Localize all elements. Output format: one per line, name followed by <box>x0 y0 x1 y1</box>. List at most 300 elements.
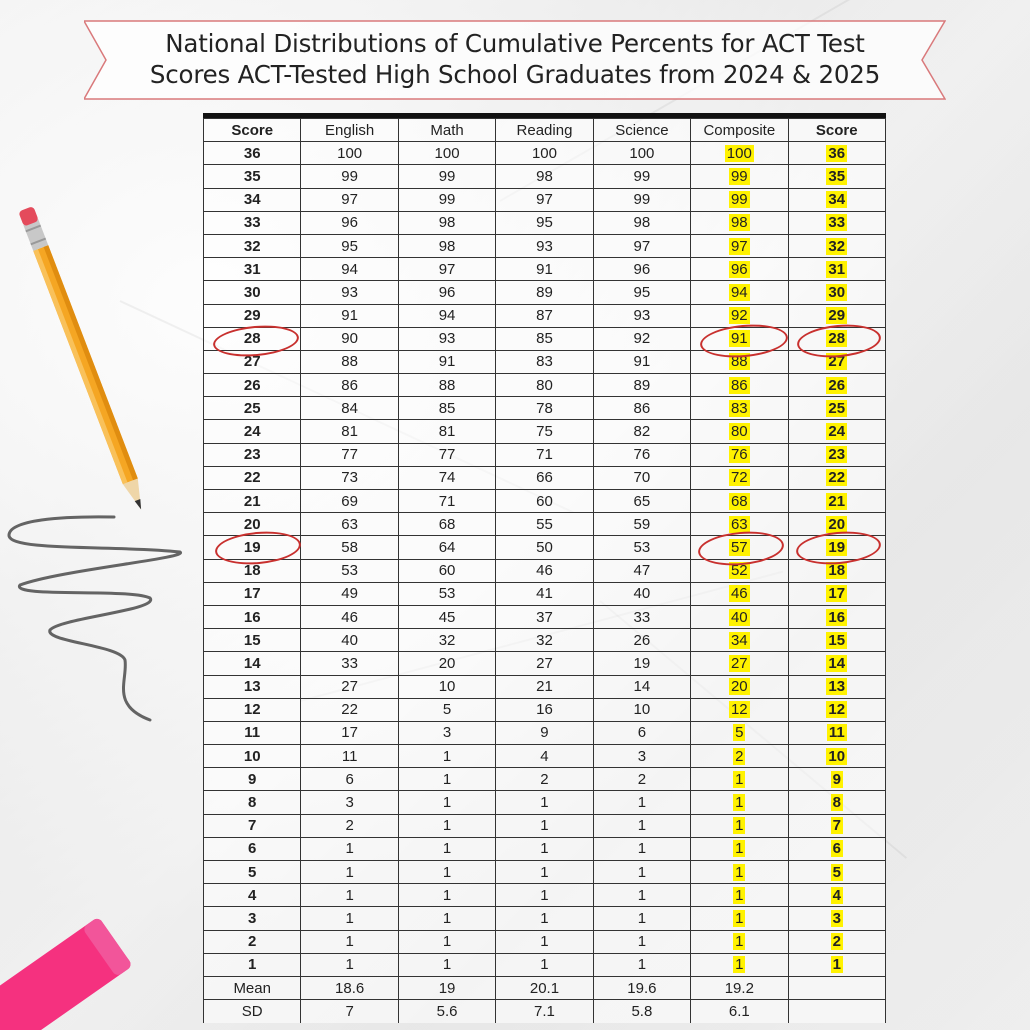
sd-science-cell: 5.8 <box>593 1000 690 1023</box>
science-cell: 92 <box>593 327 690 350</box>
scribble-line <box>9 517 181 720</box>
column-header-reading: Reading <box>496 119 593 142</box>
composite-highlighted-value: 34 <box>730 631 748 649</box>
math-cell: 1 <box>398 861 495 884</box>
score-right-highlighted-value: 33 <box>828 214 846 232</box>
math-cell: 97 <box>398 258 495 281</box>
score-right-cell <box>788 188 885 211</box>
math-cell: 10 <box>398 675 495 698</box>
english-cell: 3 <box>301 791 398 814</box>
score-cell: 20 <box>204 513 301 536</box>
table-row <box>204 281 886 304</box>
reading-cell: 55 <box>496 513 593 536</box>
english-cell: 96 <box>301 211 398 234</box>
score-right-cell <box>788 582 885 605</box>
composite-highlighted-value: 1 <box>735 863 744 881</box>
page-title <box>84 28 946 90</box>
score-right-cell <box>788 837 885 860</box>
mean-english-cell: 18.6 <box>301 976 398 999</box>
english-cell: 84 <box>301 397 398 420</box>
composite-highlighted-value: 97 <box>730 237 748 255</box>
score-cell: 18 <box>204 559 301 582</box>
table-row <box>204 884 886 907</box>
composite-cell <box>691 953 788 976</box>
english-cell: 11 <box>301 745 398 768</box>
composite-highlighted-value: 57 <box>730 538 748 556</box>
composite-highlighted-value: 98 <box>730 214 748 232</box>
reading-cell: 32 <box>496 629 593 652</box>
mean-empty-cell <box>788 976 885 999</box>
mean-row <box>204 976 886 999</box>
column-header-english: English <box>301 119 398 142</box>
score-right-cell <box>788 814 885 837</box>
score-right-highlighted-value: 2 <box>832 933 841 951</box>
math-cell: 100 <box>398 142 495 165</box>
score-cell: 35 <box>204 165 301 188</box>
english-cell: 2 <box>301 814 398 837</box>
composite-cell <box>691 698 788 721</box>
score-cell: 26 <box>204 374 301 397</box>
math-cell: 91 <box>398 350 495 373</box>
table-row <box>204 953 886 976</box>
score-cell: 27 <box>204 350 301 373</box>
score-cell: 32 <box>204 234 301 257</box>
composite-cell <box>691 721 788 744</box>
english-cell: 100 <box>301 142 398 165</box>
score-right-highlighted-value: 5 <box>832 863 841 881</box>
science-cell: 1 <box>593 791 690 814</box>
composite-highlighted-value: 1 <box>735 794 744 812</box>
column-header-science: Science <box>593 119 690 142</box>
score-right-highlighted-value: 7 <box>832 817 841 835</box>
score-cell: 7 <box>204 814 301 837</box>
english-cell: 99 <box>301 165 398 188</box>
score-right-cell <box>788 745 885 768</box>
reading-cell: 75 <box>496 420 593 443</box>
score-right-highlighted-value: 35 <box>828 167 846 185</box>
english-cell: 63 <box>301 513 398 536</box>
science-cell: 95 <box>593 281 690 304</box>
score-right-highlighted-value: 32 <box>828 237 846 255</box>
composite-cell <box>691 629 788 652</box>
score-cell: 23 <box>204 443 301 466</box>
score-cell: 4 <box>204 884 301 907</box>
table-row <box>204 582 886 605</box>
score-right-highlighted-value: 17 <box>828 585 846 603</box>
title-line-1: National Distributions of Cumulative Percents for ACT Test <box>165 29 865 58</box>
composite-highlighted-value: 1 <box>735 770 744 788</box>
table-row <box>204 258 886 281</box>
title-banner <box>84 20 946 100</box>
table-row <box>204 861 886 884</box>
table-row <box>204 443 886 466</box>
score-right-cell <box>788 698 885 721</box>
composite-cell <box>691 165 788 188</box>
english-cell: 94 <box>301 258 398 281</box>
composite-cell <box>691 605 788 628</box>
score-right-highlighted-value: 22 <box>828 469 846 487</box>
score-right-cell <box>788 374 885 397</box>
science-cell: 91 <box>593 350 690 373</box>
score-cell: 11 <box>204 721 301 744</box>
score-right-highlighted-value: 12 <box>828 701 846 719</box>
composite-highlighted-value: 91 <box>730 330 748 348</box>
table-row <box>204 559 886 582</box>
composite-highlighted-value: 52 <box>730 562 748 580</box>
score-right-highlighted-value: 26 <box>828 376 846 394</box>
score-right-highlighted-value: 6 <box>832 840 841 858</box>
composite-highlighted-value: 5 <box>735 724 744 742</box>
composite-highlighted-value: 76 <box>730 446 748 464</box>
score-right-highlighted-value: 11 <box>828 724 845 742</box>
table-row <box>204 165 886 188</box>
composite-cell <box>691 374 788 397</box>
english-cell: 1 <box>301 861 398 884</box>
math-cell: 81 <box>398 420 495 443</box>
composite-highlighted-value: 1 <box>735 909 744 927</box>
score-right-cell <box>788 907 885 930</box>
composite-cell <box>691 397 788 420</box>
score-right-highlighted-value: 30 <box>828 283 846 301</box>
sd-label-cell: SD <box>204 1000 301 1023</box>
table-row <box>204 721 886 744</box>
reading-cell: 1 <box>496 930 593 953</box>
reading-cell: 2 <box>496 768 593 791</box>
science-cell: 76 <box>593 443 690 466</box>
science-cell: 1 <box>593 884 690 907</box>
table-row <box>204 420 886 443</box>
score-cell: 14 <box>204 652 301 675</box>
english-cell: 49 <box>301 582 398 605</box>
science-cell: 19 <box>593 652 690 675</box>
composite-cell <box>691 675 788 698</box>
score-cell: 33 <box>204 211 301 234</box>
score-cell: 6 <box>204 837 301 860</box>
score-cell: 28 <box>204 327 301 350</box>
science-cell: 59 <box>593 513 690 536</box>
score-cell: 30 <box>204 281 301 304</box>
science-cell: 47 <box>593 559 690 582</box>
score-right-highlighted-value: 16 <box>828 608 846 626</box>
table-row <box>204 513 886 536</box>
english-cell: 1 <box>301 930 398 953</box>
reading-cell: 89 <box>496 281 593 304</box>
math-cell: 3 <box>398 721 495 744</box>
reading-cell: 93 <box>496 234 593 257</box>
score-right-highlighted-value: 9 <box>832 770 841 788</box>
math-cell: 93 <box>398 327 495 350</box>
score-right-highlighted-value: 1 <box>832 956 841 974</box>
science-cell: 97 <box>593 234 690 257</box>
composite-cell <box>691 884 788 907</box>
composite-cell <box>691 188 788 211</box>
science-cell: 96 <box>593 258 690 281</box>
composite-highlighted-value: 1 <box>735 817 744 835</box>
score-right-highlighted-value: 27 <box>828 353 846 371</box>
reading-cell: 97 <box>496 188 593 211</box>
math-cell: 1 <box>398 768 495 791</box>
score-right-cell <box>788 861 885 884</box>
english-cell: 58 <box>301 536 398 559</box>
score-right-highlighted-value: 8 <box>832 794 841 812</box>
reading-cell: 27 <box>496 652 593 675</box>
score-right-highlighted-value: 24 <box>828 423 846 441</box>
science-cell: 100 <box>593 142 690 165</box>
sd-english-cell: 7 <box>301 1000 398 1023</box>
score-right-highlighted-value: 23 <box>828 446 846 464</box>
table-row <box>204 234 886 257</box>
english-cell: 22 <box>301 698 398 721</box>
math-cell: 5 <box>398 698 495 721</box>
science-cell: 26 <box>593 629 690 652</box>
reading-cell: 1 <box>496 814 593 837</box>
english-cell: 86 <box>301 374 398 397</box>
score-right-highlighted-value: 20 <box>828 515 846 533</box>
score-cell: 21 <box>204 490 301 513</box>
composite-highlighted-value: 46 <box>730 585 748 603</box>
table-row <box>204 652 886 675</box>
table-row <box>204 188 886 211</box>
math-cell: 99 <box>398 188 495 211</box>
english-cell: 81 <box>301 420 398 443</box>
score-right-highlighted-value: 28 <box>828 330 846 348</box>
math-cell: 85 <box>398 397 495 420</box>
english-cell: 6 <box>301 768 398 791</box>
composite-highlighted-value: 83 <box>730 399 748 417</box>
score-cell: 22 <box>204 466 301 489</box>
mean-label-cell: Mean <box>204 976 301 999</box>
composite-highlighted-value: 20 <box>730 678 748 696</box>
composite-highlighted-value: 88 <box>730 353 748 371</box>
score-cell: 9 <box>204 768 301 791</box>
math-cell: 77 <box>398 443 495 466</box>
math-cell: 1 <box>398 884 495 907</box>
composite-cell <box>691 768 788 791</box>
math-cell: 45 <box>398 605 495 628</box>
reading-cell: 9 <box>496 721 593 744</box>
score-right-cell <box>788 490 885 513</box>
score-cell: 24 <box>204 420 301 443</box>
reading-cell: 71 <box>496 443 593 466</box>
score-cell: 10 <box>204 745 301 768</box>
composite-cell <box>691 142 788 165</box>
math-cell: 1 <box>398 930 495 953</box>
score-right-highlighted-value: 18 <box>828 562 846 580</box>
science-cell: 65 <box>593 490 690 513</box>
column-header-score: Score <box>204 119 301 142</box>
composite-highlighted-value: 40 <box>730 608 748 626</box>
score-cell: 2 <box>204 930 301 953</box>
score-cell: 3 <box>204 907 301 930</box>
english-cell: 53 <box>301 559 398 582</box>
score-right-cell <box>788 211 885 234</box>
composite-cell <box>691 304 788 327</box>
science-cell: 93 <box>593 304 690 327</box>
reading-cell: 98 <box>496 165 593 188</box>
math-cell: 1 <box>398 791 495 814</box>
column-header-math: Math <box>398 119 495 142</box>
math-cell: 74 <box>398 466 495 489</box>
reading-cell: 50 <box>496 536 593 559</box>
score-right-highlighted-value: 34 <box>828 191 846 209</box>
eraser-icon <box>0 900 140 1030</box>
composite-cell <box>691 443 788 466</box>
sd-math-cell: 5.6 <box>398 1000 495 1023</box>
score-cell: 17 <box>204 582 301 605</box>
score-right-highlighted-value: 4 <box>832 886 841 904</box>
score-right-highlighted-value: 21 <box>828 492 846 510</box>
english-cell: 73 <box>301 466 398 489</box>
english-cell: 93 <box>301 281 398 304</box>
math-cell: 53 <box>398 582 495 605</box>
composite-highlighted-value: 96 <box>730 260 748 278</box>
score-right-highlighted-value: 29 <box>828 307 846 325</box>
math-cell: 1 <box>398 953 495 976</box>
english-cell: 88 <box>301 350 398 373</box>
table-row <box>204 907 886 930</box>
mean-math-cell: 19 <box>398 976 495 999</box>
table-row <box>204 142 886 165</box>
sd-row <box>204 1000 886 1023</box>
table-row <box>204 675 886 698</box>
reading-cell: 1 <box>496 907 593 930</box>
reading-cell: 60 <box>496 490 593 513</box>
table-row <box>204 397 886 420</box>
science-cell: 1 <box>593 837 690 860</box>
math-cell: 60 <box>398 559 495 582</box>
science-cell: 40 <box>593 582 690 605</box>
english-cell: 1 <box>301 884 398 907</box>
english-cell: 17 <box>301 721 398 744</box>
reading-cell: 4 <box>496 745 593 768</box>
mean-science-cell: 19.6 <box>593 976 690 999</box>
english-cell: 46 <box>301 605 398 628</box>
english-cell: 69 <box>301 490 398 513</box>
score-cell: 12 <box>204 698 301 721</box>
table-row <box>204 745 886 768</box>
english-cell: 40 <box>301 629 398 652</box>
score-cell: 5 <box>204 861 301 884</box>
composite-highlighted-value: 94 <box>730 283 748 301</box>
reading-cell: 85 <box>496 327 593 350</box>
composite-cell <box>691 258 788 281</box>
science-cell: 53 <box>593 536 690 559</box>
score-right-highlighted-value: 3 <box>832 909 841 927</box>
reading-cell: 80 <box>496 374 593 397</box>
english-cell: 77 <box>301 443 398 466</box>
science-cell: 1 <box>593 814 690 837</box>
science-cell: 70 <box>593 466 690 489</box>
mean-composite-cell: 19.2 <box>691 976 788 999</box>
math-cell: 99 <box>398 165 495 188</box>
score-right-cell <box>788 768 885 791</box>
math-cell: 94 <box>398 304 495 327</box>
composite-cell <box>691 490 788 513</box>
score-cell: 31 <box>204 258 301 281</box>
score-right-cell <box>788 304 885 327</box>
score-right-cell <box>788 884 885 907</box>
composite-cell <box>691 652 788 675</box>
score-right-cell <box>788 258 885 281</box>
composite-highlighted-value: 1 <box>735 840 744 858</box>
math-cell: 88 <box>398 374 495 397</box>
score-right-cell <box>788 281 885 304</box>
score-right-cell <box>788 397 885 420</box>
composite-cell <box>691 745 788 768</box>
composite-highlighted-value: 12 <box>730 701 748 719</box>
table-row <box>204 930 886 953</box>
composite-cell <box>691 791 788 814</box>
mean-reading-cell: 20.1 <box>496 976 593 999</box>
english-cell: 1 <box>301 837 398 860</box>
table-row <box>204 211 886 234</box>
sd-empty-cell <box>788 1000 885 1023</box>
score-right-highlighted-value: 15 <box>828 631 846 649</box>
title-line-2: Scores ACT-Tested High School Graduates from 2024 & 2025 <box>149 60 881 89</box>
reading-cell: 1 <box>496 953 593 976</box>
reading-cell: 83 <box>496 350 593 373</box>
column-header-composite: Composite <box>691 119 788 142</box>
science-cell: 99 <box>593 188 690 211</box>
composite-cell <box>691 861 788 884</box>
score-right-cell <box>788 791 885 814</box>
score-right-cell <box>788 165 885 188</box>
science-cell: 86 <box>593 397 690 420</box>
math-cell: 64 <box>398 536 495 559</box>
composite-highlighted-value: 1 <box>735 886 744 904</box>
score-right-highlighted-value: 25 <box>828 399 846 417</box>
score-cell: 19 <box>204 536 301 559</box>
reading-cell: 46 <box>496 559 593 582</box>
science-cell: 2 <box>593 768 690 791</box>
reading-cell: 100 <box>496 142 593 165</box>
composite-cell <box>691 907 788 930</box>
table-row <box>204 490 886 513</box>
math-cell: 1 <box>398 745 495 768</box>
reading-cell: 95 <box>496 211 593 234</box>
math-cell: 20 <box>398 652 495 675</box>
score-cell: 16 <box>204 605 301 628</box>
science-cell: 1 <box>593 907 690 930</box>
composite-cell <box>691 582 788 605</box>
composite-highlighted-value: 92 <box>730 307 748 325</box>
table-row <box>204 304 886 327</box>
composite-cell <box>691 466 788 489</box>
sd-composite-cell: 6.1 <box>691 1000 788 1023</box>
composite-cell <box>691 281 788 304</box>
composite-highlighted-value: 80 <box>730 423 748 441</box>
score-right-highlighted-value: 13 <box>828 678 846 696</box>
composite-highlighted-value: 2 <box>735 747 744 765</box>
score-right-cell <box>788 652 885 675</box>
science-cell: 6 <box>593 721 690 744</box>
composite-highlighted-value: 1 <box>735 956 744 974</box>
science-cell: 33 <box>593 605 690 628</box>
score-right-cell <box>788 953 885 976</box>
reading-cell: 1 <box>496 791 593 814</box>
math-cell: 1 <box>398 907 495 930</box>
table-row <box>204 814 886 837</box>
table-row <box>204 698 886 721</box>
composite-cell <box>691 837 788 860</box>
composite-cell <box>691 814 788 837</box>
table-row <box>204 791 886 814</box>
science-cell: 82 <box>593 420 690 443</box>
table-row <box>204 374 886 397</box>
english-cell: 91 <box>301 304 398 327</box>
math-cell: 98 <box>398 234 495 257</box>
score-cell: 34 <box>204 188 301 211</box>
